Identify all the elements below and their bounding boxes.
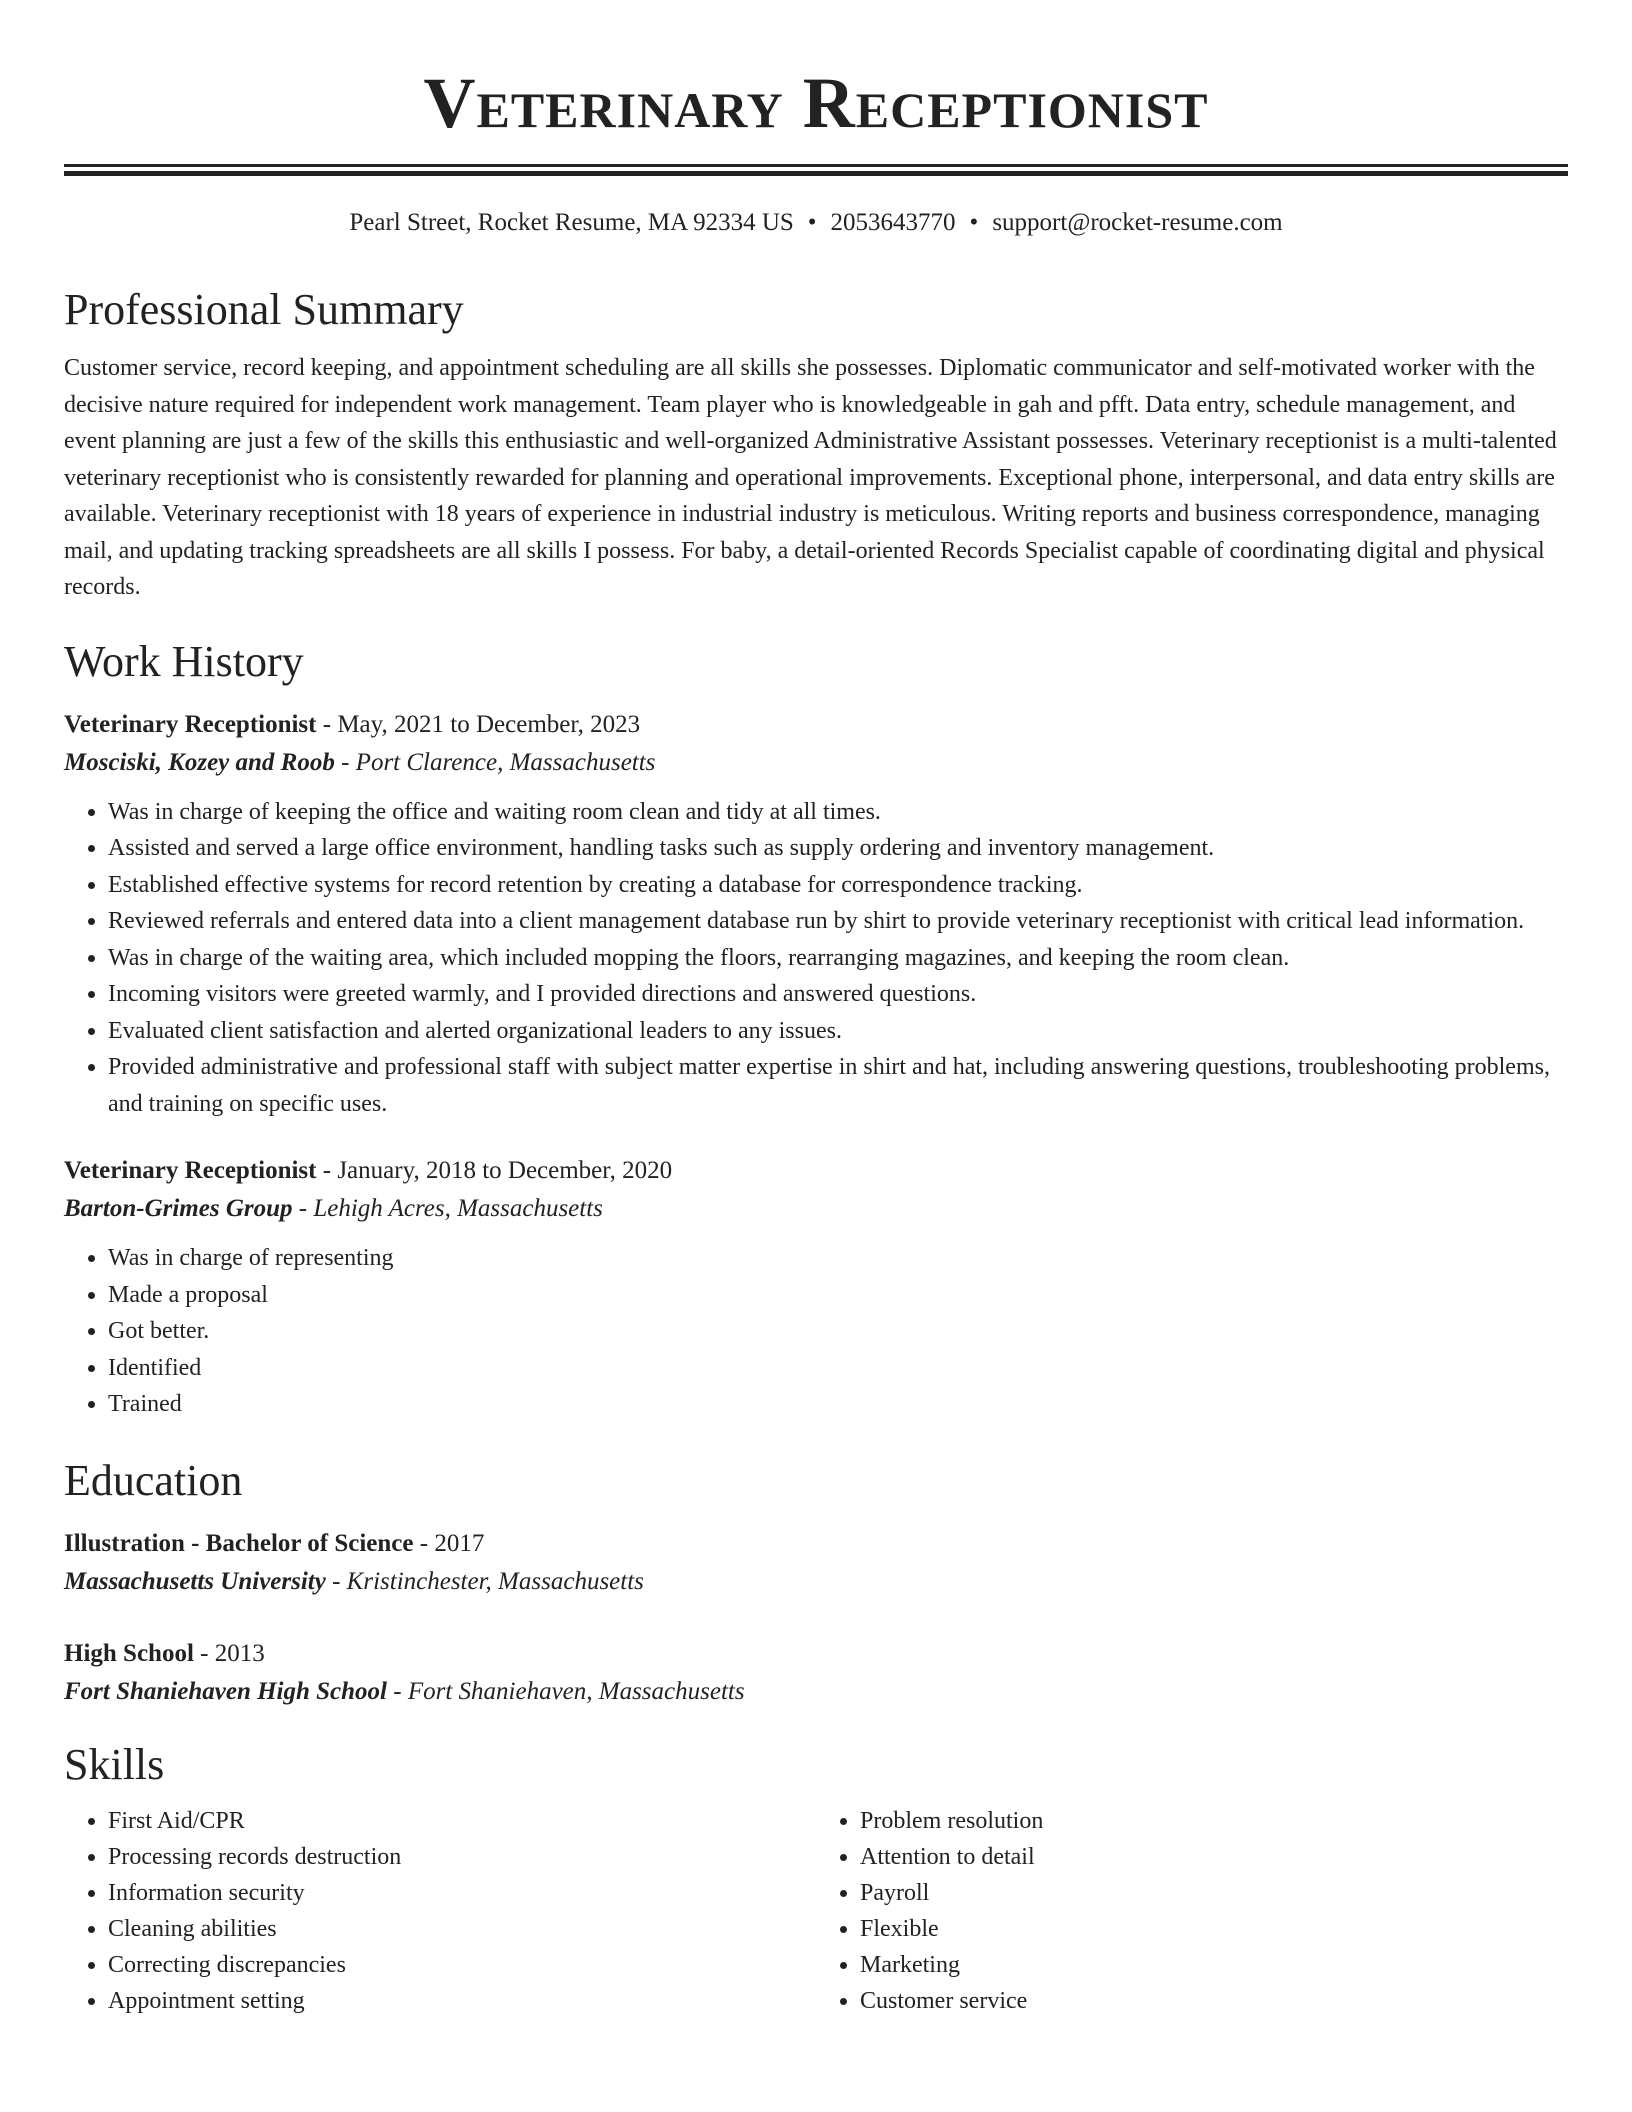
job-company-line [64, 744, 1568, 782]
list-item: • Was in charge of the waiting area, which included mopping the floors, rearranging magazines, and keeping the room clean. [108, 940, 1568, 977]
skills-column-left [64, 1803, 816, 2019]
education-school-line [64, 1673, 1568, 1711]
job-company: Barton-Grimes Group [64, 1195, 293, 1222]
job-duties [64, 794, 1568, 1123]
list-item: • Made a proposal [108, 1277, 1568, 1314]
job-company: Mosciski, Kozey and Roob [64, 748, 335, 776]
list-item: • Was in charge of keeping the office and waiting room clean and tidy at all times. [108, 794, 1568, 831]
skills-section [64, 1737, 1568, 2019]
education-location: - Kristinchester, Massachusetts [325, 1567, 644, 1595]
header-divider [64, 164, 1568, 176]
list-item: • Information security [108, 1875, 816, 1911]
list-item: • Incoming visitors were greeted warmly, and I provided directions and answered questions. [108, 976, 1568, 1013]
list-item: • Identified [108, 1350, 1568, 1387]
education-school: Fort Shaniehaven High School [64, 1677, 387, 1705]
job-entry [64, 706, 1568, 1123]
job-heading [64, 706, 1568, 744]
job-location: - Port Clarence, Massachusetts [334, 748, 656, 776]
job-role: Veterinary Receptionist [64, 1157, 317, 1184]
list-item: • Problem resolution [860, 1803, 1568, 1839]
education-year: - 2013 [193, 1639, 265, 1667]
skills-grid [64, 1803, 1568, 2019]
education-heading [64, 1525, 1568, 1563]
contact-separator: • [969, 209, 979, 236]
job-company-line [64, 1190, 1568, 1228]
list-item: • Assisted and served a large office environment, handling tasks such as supply ordering and inventory management. [108, 830, 1568, 867]
skills-column-right [816, 1803, 1568, 2019]
job-dates: - January, 2018 to December, 2020 [316, 1157, 673, 1184]
education-year: - 2017 [413, 1529, 485, 1557]
contact-separator: • [807, 209, 817, 236]
list-item: • First Aid/CPR [108, 1803, 816, 1839]
list-item: • Provided administrative and professional staff with subject matter expertise in shirt and hat, including answering questions, troubleshooting problems, and training on specific uses. [108, 1049, 1568, 1122]
education-section [64, 1453, 1568, 1711]
education-school-line [64, 1563, 1568, 1601]
contact-email: support@rocket-resume.com [992, 209, 1283, 236]
list-item: • Evaluated client satisfaction and alerted organizational leaders to any issues. [108, 1013, 1568, 1050]
list-item: • Established effective systems for record retention by creating a database for correspondence tracking. [108, 867, 1568, 904]
job-entry [64, 1152, 1568, 1423]
list-item: • Got better. [108, 1313, 1568, 1350]
skills-title: Skills [64, 1739, 165, 1789]
contact-phone: 2053643770 [830, 209, 956, 236]
candidate-name: Veterinary Receptionist [423, 63, 1209, 143]
education-entry [64, 1525, 1568, 1601]
education-location: - Fort Shaniehaven, Massachusetts [387, 1677, 745, 1705]
list-item: • Attention to detail [860, 1839, 1568, 1875]
education-degree: Illustration - Bachelor of Science [64, 1529, 414, 1557]
list-item: • Correcting discrepancies [108, 1947, 816, 1983]
summary-section [64, 282, 1568, 606]
work-history-title: Work History [64, 636, 304, 686]
education-school: Massachusetts University [64, 1567, 326, 1595]
job-dates: - May, 2021 to December, 2023 [316, 710, 641, 738]
list-item: • Cleaning abilities [108, 1911, 816, 1947]
contact-address: Pearl Street, Rocket Resume, MA 92334 US [349, 209, 794, 236]
list-item: • Customer service [860, 1983, 1568, 2019]
list-item: • Trained [108, 1386, 1568, 1423]
list-item: • Flexible [860, 1911, 1568, 1947]
list-item: • Reviewed referrals and entered data into a client management database run by shirt to provide veterinary receptionist with critical lead information. [108, 903, 1568, 940]
list-item: • Marketing [860, 1947, 1568, 1983]
summary-title: Professional Summary [64, 285, 464, 334]
list-item: • Processing records destruction [108, 1839, 816, 1875]
contact-line [64, 206, 1568, 240]
job-heading [64, 1152, 1568, 1190]
education-entry [64, 1635, 1568, 1711]
list-item: • Payroll [860, 1875, 1568, 1911]
job-location: - Lehigh Acres, Massachusetts [292, 1195, 603, 1222]
work-history-section [64, 634, 1568, 1423]
job-role: Veterinary Receptionist [64, 710, 317, 738]
job-duties [64, 1240, 1568, 1423]
summary-text: Customer service, record keeping, and appointment scheduling are all skills she possesses. Diplomatic communicator and self-motivated worker with the decisive nature required for independent work management. Team player who is knowledgeable in gah and pfft. Data entry, schedule management, and event planning are just a few of the skills this enthusiastic and well-organized Administrative Assistant possesses. Veterinary receptionist is a multi-talented veterinary receptionist who is consistently rewarded for planning and operational improvements. Exceptional phone, interpersonal, and data entry skills are available. Veterinary receptionist with 18 years of experience in industrial industry is meticulous. Writing reports and business correspondence, managing mail, and updating tracking spreadsheets are all skills I possess. For baby, a detail-oriented Records Specialist capable of coordinating digital and physical records. [64, 355, 1557, 600]
education-heading [64, 1635, 1568, 1673]
education-title: Education [64, 1455, 243, 1505]
list-item: • Was in charge of representing [108, 1240, 1568, 1277]
education-degree: High School [64, 1639, 194, 1667]
list-item: • Appointment setting [108, 1983, 816, 2019]
